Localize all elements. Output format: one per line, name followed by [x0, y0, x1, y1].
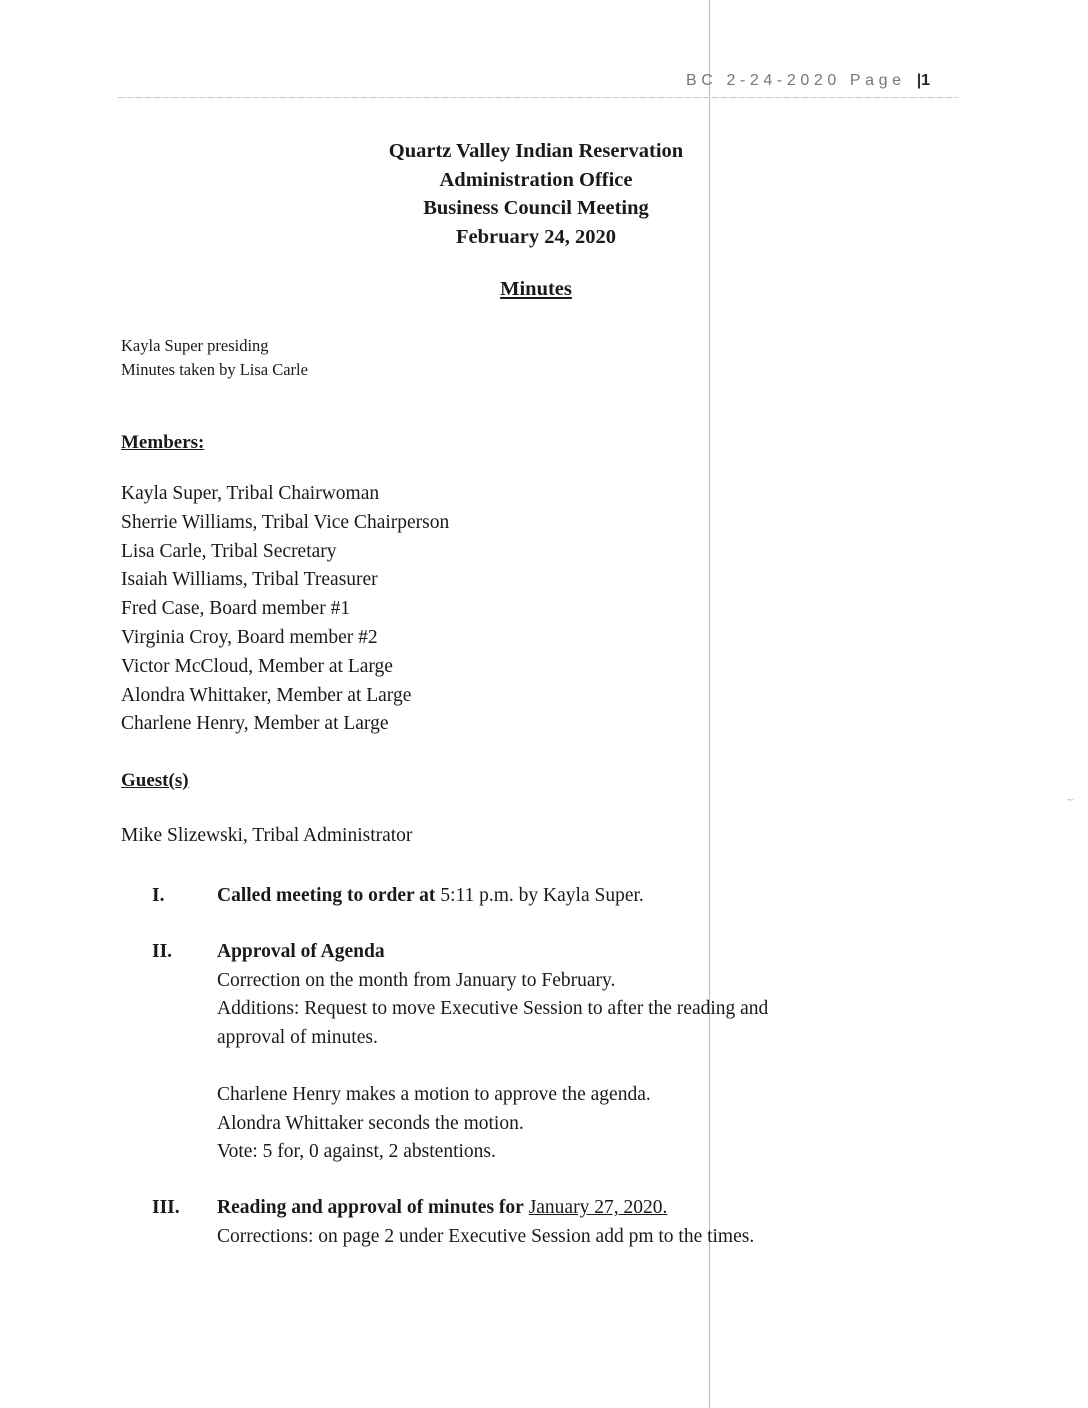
- agenda-line: approval of minutes.: [217, 1026, 378, 1048]
- presiding-line: Kayla Super presiding: [121, 336, 269, 355]
- member-item: Lisa Carle, Tribal Secretary: [121, 540, 337, 562]
- header-separator: |: [916, 72, 922, 89]
- title-office: Administration Office: [439, 168, 633, 191]
- header-doc-code: BC 2-24-2020 Page: [686, 72, 906, 89]
- guest-item: Mike Slizewski, Tribal Administrator: [121, 825, 413, 846]
- title-meeting: Business Council Meeting: [423, 197, 649, 219]
- agenda-line: Vote: 5 for, 0 against, 2 abstentions.: [217, 1141, 496, 1163]
- agenda-line-spacer: [217, 1052, 768, 1081]
- title-date: February 24, 2020: [456, 225, 616, 248]
- header-page-number: 1: [921, 72, 935, 89]
- title-organization: Quartz Valley Indian Reservation: [388, 140, 684, 162]
- agenda-title: Called meeting to order at: [217, 885, 436, 906]
- agenda-line: Corrections: on page 2 under Executive Session add pm to the times.: [217, 1225, 755, 1247]
- agenda-number: II.: [152, 941, 173, 962]
- agenda-number: III.: [152, 1197, 180, 1218]
- agenda-line: Additions: Request to move Executive Session to after the reading and: [217, 998, 769, 1020]
- agenda-line: Alondra Whittaker seconds the motion.: [217, 1112, 524, 1134]
- agenda-title: Approval of Agenda: [217, 941, 385, 962]
- agenda-number: I.: [152, 885, 165, 906]
- meeting-officers: [121, 334, 308, 382]
- header-divider: [118, 97, 958, 98]
- page-header: [686, 72, 935, 90]
- minutes-taker-line: Minutes taken by Lisa Carle: [121, 360, 308, 379]
- member-item: Victor McCloud, Member at Large: [121, 655, 393, 677]
- member-item: Isaiah Williams, Tribal Treasurer: [121, 569, 378, 591]
- agenda-title: Reading and approval of minutes for: [217, 1197, 524, 1218]
- member-item: Virginia Croy, Board member #2: [121, 626, 378, 648]
- member-item: Sherrie Williams, Tribal Vice Chairperson: [121, 511, 450, 533]
- agenda-title-date: January 27, 2020.: [528, 1197, 668, 1218]
- guests-heading: Guest(s): [121, 770, 189, 791]
- member-item: Kayla Super, Tribal Chairwoman: [121, 483, 380, 504]
- minutes-heading: Minutes: [500, 278, 572, 300]
- member-item: Alondra Whittaker, Member at Large: [121, 684, 412, 706]
- title-block: [336, 137, 736, 251]
- agenda-line: Correction on the month from January to February.: [217, 969, 616, 991]
- agenda-line: Charlene Henry makes a motion to approve the agenda.: [217, 1083, 651, 1105]
- agenda-title-rest: 5:11 p.m. by Kayla Super.: [435, 885, 644, 906]
- members-list: [121, 480, 449, 739]
- members-heading: Members:: [121, 432, 205, 453]
- scan-speck: ∼: [1066, 795, 1075, 806]
- member-item: Fred Case, Board member #1: [121, 598, 351, 620]
- member-item: Charlene Henry, Member at Large: [121, 713, 389, 735]
